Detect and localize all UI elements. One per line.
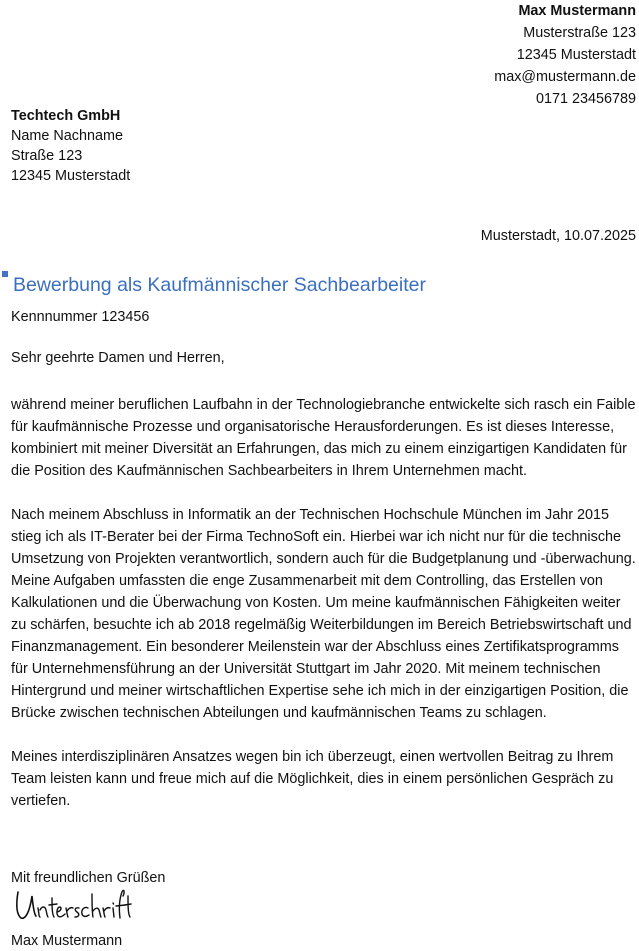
recipient-contact: Name Nachname — [11, 128, 123, 144]
sender-street: Musterstraße 123 — [523, 25, 636, 41]
recipient-city: 12345 Musterstadt — [11, 168, 131, 184]
sender-name: Max Mustermann — [518, 3, 636, 19]
recipient-address-block — [11, 106, 130, 186]
body-paragraph: Nach meinem Abschluss in Informatik an der Technischen Hochschule München im Jahr 2015 stieg ich als IT-Berater bei der Firma TechnoSoft ein. Hierbei war ich nicht nur für die technische Umsetzung von Projekten verantwortlich, sondern auch für die Budgetplanung und -überwachung. Meine Aufgaben umfassten die enge Zusammenarbeit mit dem Controlling, das Erstellen von Kalkulationen und die Überwachung von Kosten. Um meine kaufmännischen Fähigkeiten weiter zu schärfen, besuchte ich ab 2018 regelmäßig Weiterbildungen im Bereich Betriebswirtschaft und Finanzmanagement. Ein besonderer Meilenstein war der Abschluss eines Zertifikatsprogramms für Unternehmensführung an der Universität Stuttgart im Jahr 2020. Mit meinem technischen Hintergrund und meiner wirtschaftlichen Expertise sehe ich mich in der einzigartigen Position, die Brücke zwischen technischen Abteilungen und kaufmännischen Teams zu schlagen. — [11, 507, 636, 721]
body-paragraph: während meiner beruflichen Laufbahn in der Technologiebranche entwickelte sich rasch ein Faible für kaufmännische Prozesse und organisatorische Herausforderungen. Es ist dieses Interesse, kombiniert mit meiner Diversität an Erfahrungen, das mich zu einem einzigartigen Kandidaten für die Position des Kaufmännischen Sachbearbeiters in Ihrem Unternehmen macht. — [11, 397, 636, 479]
sender-email: max@mustermann.de — [494, 69, 636, 85]
body-paragraph: Meines interdisziplinären Ansatzes wegen bin ich überzeugt, einen wertvollen Beitrag zu Ihrem Team leisten kann und freue mich auf die Möglichkeit, dies in einem persönlichen Gespräch zu vertiefen. — [11, 749, 614, 809]
signer-name: Max Mustermann — [11, 933, 123, 949]
subject-marker — [2, 271, 8, 277]
handwritten-signature — [12, 884, 132, 928]
letter-date: Musterstadt, 10.07.2025 — [480, 228, 636, 244]
letter-subject: Bewerbung als Kaufmännischer Sachbearbeiter — [13, 274, 426, 296]
recipient-street: Straße 123 — [11, 148, 83, 164]
recipient-company: Techtech GmbH — [11, 108, 121, 124]
closing-phrase: Mit freundlichen Grüßen — [11, 870, 166, 886]
sender-phone: 0171 23456789 — [535, 91, 636, 107]
letter-body — [11, 394, 637, 834]
reference-number: Kennnummer 123456 — [11, 309, 150, 325]
sender-city: 12345 Musterstadt — [516, 47, 636, 63]
sender-address-block — [306, 0, 636, 110]
salutation: Sehr geehrte Damen und Herren, — [11, 350, 225, 366]
